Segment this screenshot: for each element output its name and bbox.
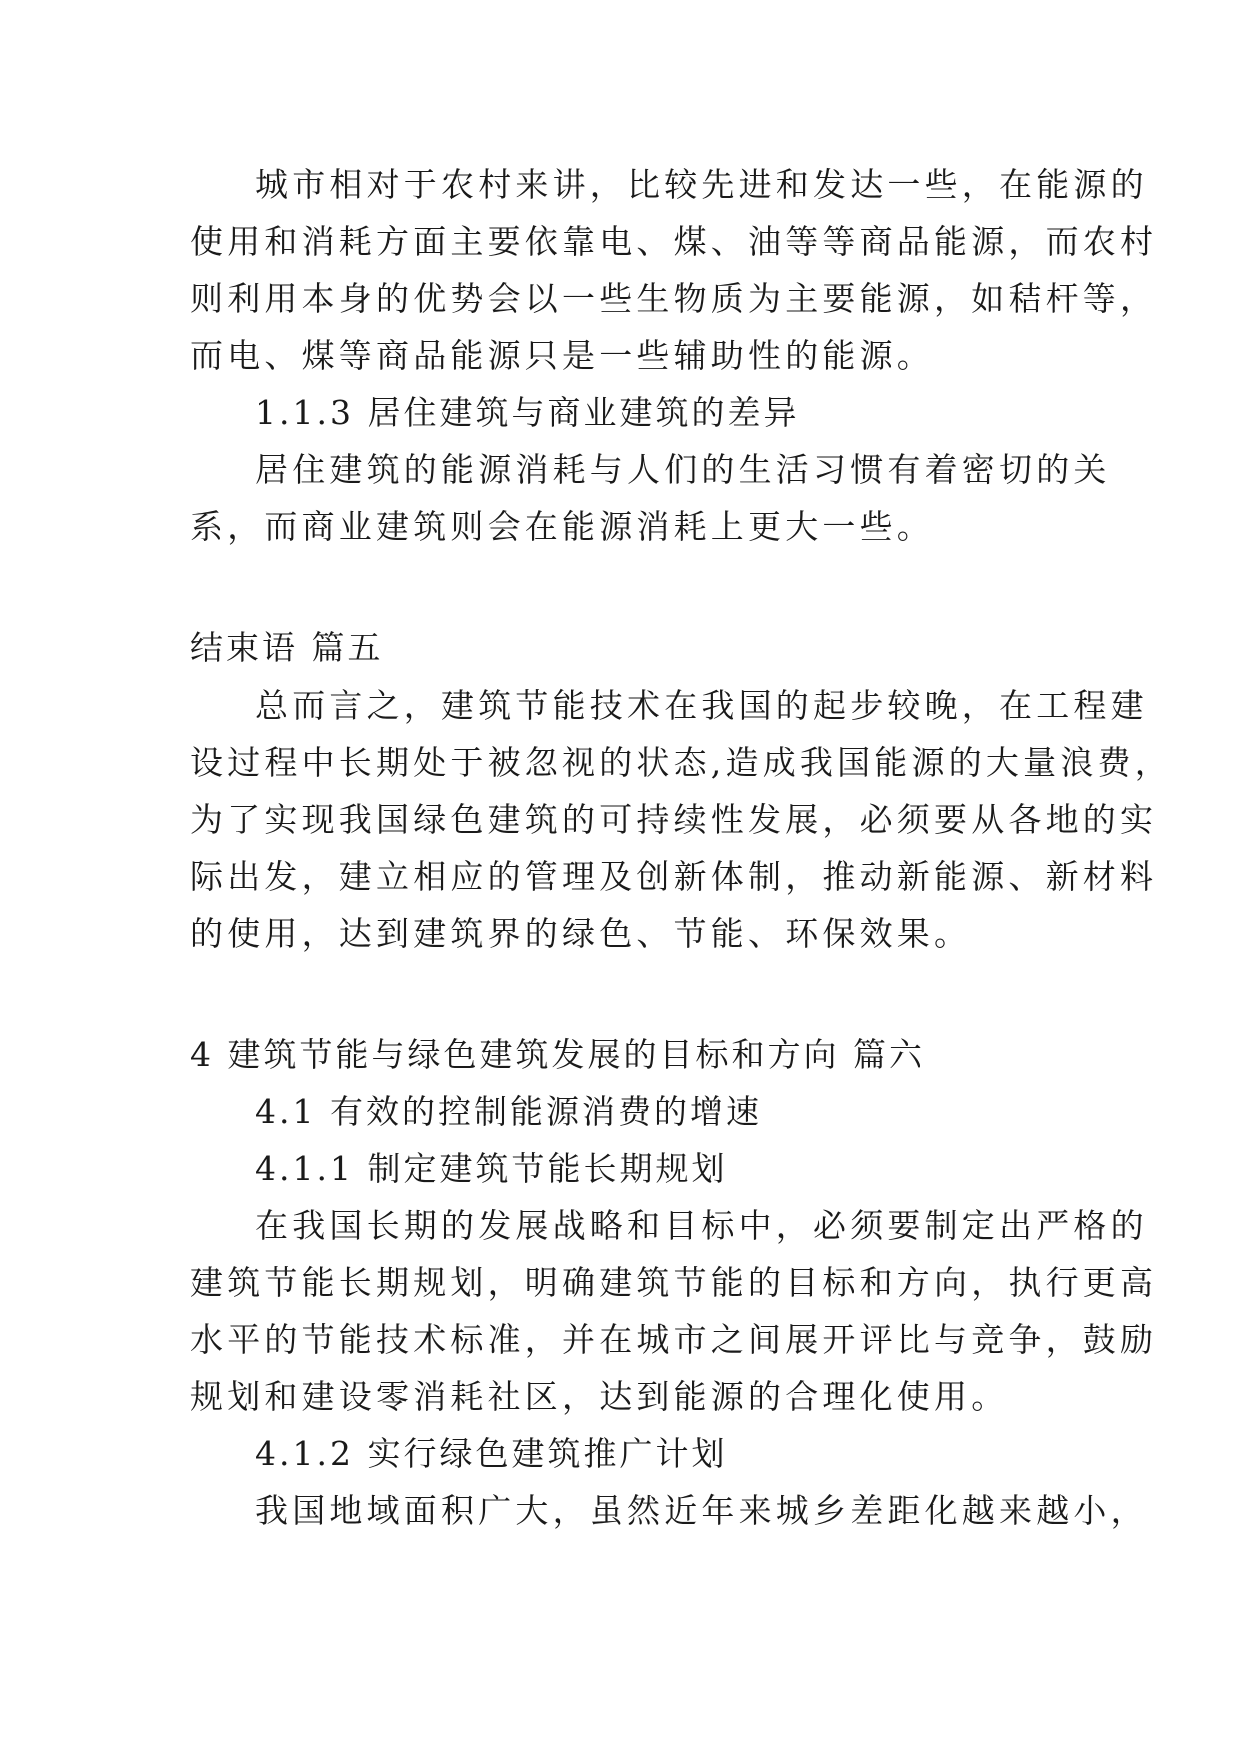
subheading-4-1: 4.1 有效的控制能源消费的增速 [255, 1092, 762, 1131]
paragraph-4-line-4: 规划和建设零消耗社区，达到能源的合理化使用。 [190, 1377, 1009, 1416]
paragraph-4-line-1: 在我国长期的发展战略和目标中，必须要制定出严格的 [255, 1206, 1148, 1245]
paragraph-1-line-1: 城市相对于农村来讲，比较先进和发达一些，在能源的 [255, 165, 1148, 204]
paragraph-4-line-2: 建筑节能长期规划，明确建筑节能的目标和方向，执行更高 [190, 1263, 1158, 1302]
subheading-4-1-1: 4.1.1 制定建筑节能长期规划 [255, 1149, 728, 1188]
subheading-1-1-3: 1.1.3 居住建筑与商业建筑的差异 [255, 393, 800, 432]
paragraph-1-line-2: 使用和消耗方面主要依靠电、煤、油等等商品能源，而农村 [190, 222, 1158, 261]
paragraph-3-line-2: 设过程中长期处于被忽视的状态,造成我国能源的大量浪费， [190, 743, 1172, 782]
section-5-title: 结束语 篇五 [190, 628, 384, 667]
paragraph-3-line-5: 的使用，达到建筑界的绿色、节能、环保效果。 [190, 914, 972, 953]
paragraph-1-line-4: 而电、煤等商品能源只是一些辅助性的能源。 [190, 336, 934, 375]
subheading-4-1-2: 4.1.2 实行绿色建筑推广计划 [255, 1434, 728, 1473]
paragraph-2-line-2: 系，而商业建筑则会在能源消耗上更大一些。 [190, 507, 934, 546]
section-6-title: 4 建筑节能与绿色建筑发展的目标和方向 篇六 [190, 1035, 925, 1074]
paragraph-4-line-3: 水平的节能技术标准，并在城市之间展开评比与竞争，鼓励 [190, 1320, 1158, 1359]
paragraph-2-line-1: 居住建筑的能源消耗与人们的生活习惯有着密切的关 [255, 450, 1111, 489]
paragraph-1-line-3: 则利用本身的优势会以一些生物质为主要能源，如秸杆等， [190, 279, 1158, 318]
paragraph-3-line-1: 总而言之，建筑节能技术在我国的起步较晚，在工程建 [255, 686, 1148, 725]
paragraph-3-line-4: 际出发，建立相应的管理及创新体制，推动新能源、新材料 [190, 857, 1158, 896]
paragraph-5-line-1: 我国地域面积广大，虽然近年来城乡差距化越来越小， [255, 1491, 1148, 1530]
paragraph-3-line-3: 为了实现我国绿色建筑的可持续性发展，必须要从各地的实 [190, 800, 1158, 839]
